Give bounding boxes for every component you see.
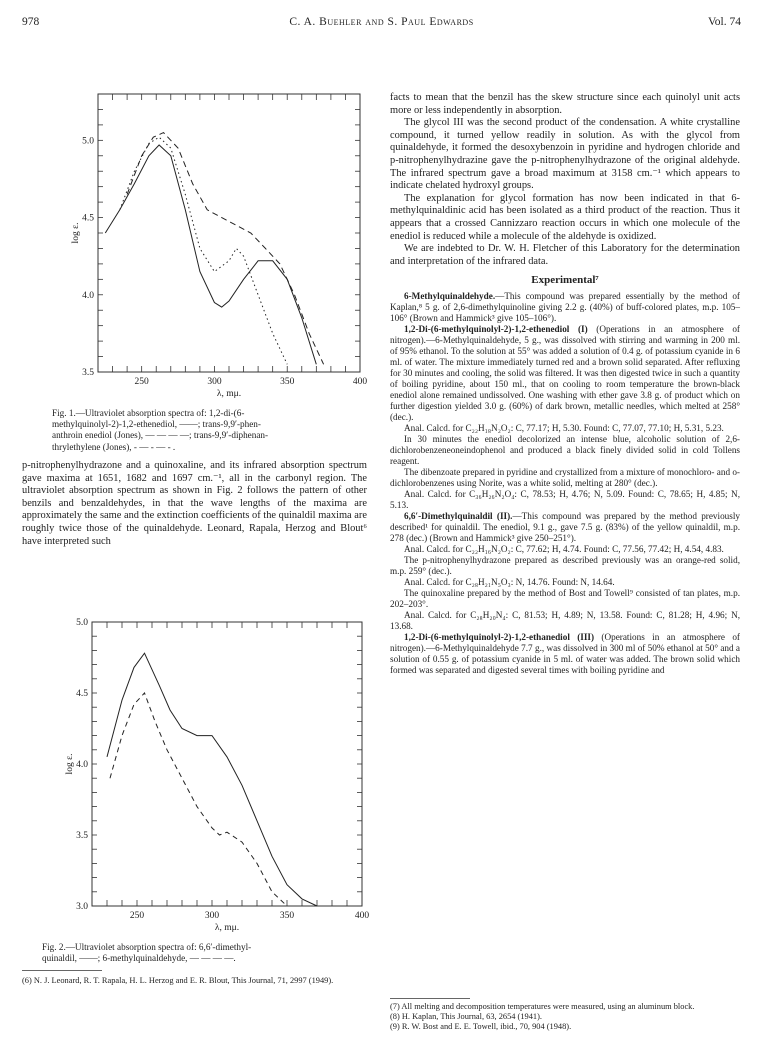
- figure-2-caption: [42, 942, 364, 964]
- paragraph-body: (Operations in an atmosphere of nitrogen).—6-Methylquinaldehyde, 5 g., was dissolved with stirring and warming in 200 ml. of 95% ethanol. To the solution at 55° was added a solution of 0.4 g. of potassium cyanide in 6 ml. of water. The mixture immediately turned red and a brown solid separated. After refluxing for 30 minutes and cooling, the solid was filtered. It was then digested twice in such a quantity of boiling pyridine, about 150 ml., that on cooling to room temperature the brown-black enediol alone remained undissolved. One washing with ether gave 3.8 g. of product which on further digestion yielded 3.0 g. (60%) of dark brown, metallic needles, which melted at 258° (dec.).: [390, 323, 740, 422]
- paragraph: facts to mean that the benzil has the skew structure since each quinolyl unit acts more or less independently in absorption.: [390, 92, 740, 116]
- series-line-2: [127, 133, 324, 365]
- experimental-paragraph: [390, 324, 740, 423]
- plot-frame: [92, 622, 362, 906]
- y-axis-label: log ε.: [71, 222, 81, 244]
- x-tick-label: 300: [204, 911, 220, 921]
- paragraph-body: —This compound was prepared essentially by the method of Kaplan,⁸ 5 g. of 2,6-dimethylquinoline giving 2.2 g. (40%) of buff-colored plates, m.p. 105–106° (Brown and Hammick³ give 105–106°).: [390, 290, 740, 323]
- series-line-1: [107, 653, 317, 906]
- footnote-8: (8) H. Kaplan, This Journal, 63, 2654 (1941).: [390, 1012, 542, 1022]
- page-header: [22, 16, 741, 32]
- analysis-line: Anal. Calcd. for C₂₂H₁₈N₂O₂: C, 77.17; H, 5.30. Found: C, 77.07, 77.10; H, 5.31, 5.23.: [404, 422, 724, 433]
- caption-line: methylquinolyl-2)-1,2-ethenediol, ——; trans-9,9′-phen-: [52, 419, 261, 430]
- caption-line: anthroin enediol (Jones), — — — —; trans-9,9′-diphenan-: [52, 430, 269, 441]
- experimental-paragraph: [390, 511, 740, 544]
- compound-title: 6,6′-Dimethylquinaldil (II).: [404, 510, 513, 521]
- caption-line: thrylethylene (Jones), - — - — - .: [52, 441, 176, 452]
- right-column-text: [390, 92, 740, 676]
- analysis-line: Anal. Calcd. for C₃₆H₂₆N₂O₄: C, 78.53; H, 4.76; N, 5.09. Found: C, 78.65; H, 4.85; N, 5.13.: [390, 488, 740, 510]
- y-tick-label: 5.0: [76, 618, 88, 628]
- x-axis-label: λ, mμ.: [214, 923, 240, 933]
- footnotes-right: [390, 1002, 740, 1033]
- paragraph: The quinoxaline prepared by the method of Bost and Towell⁹ consisted of tan plates, m.p. 202–203°.: [390, 587, 740, 609]
- analysis-line: Anal. Calcd. for C₂₈H₂₀N₄: C, 81.53; H, 4.89; N, 13.58. Found: C, 81.28; H, 4.96; N, 13.68.: [390, 609, 740, 631]
- paragraph: The explanation for glycol formation has now been indicated in that 6-methylquinaldinic acid has been isolated as a third product of the reaction. Thus it appears that a crossed Cannizzaro reaction occurs in which one molecule of the enediol is reduced while a molecule of the aldehyde is oxidized.: [390, 192, 740, 242]
- paragraph: In 30 minutes the enediol decolorized an intense blue, alcoholic solution of 2,6-dichlorobenzeneoneindophenol and produced a black finely divided solid in cold Tollens reagent.: [390, 433, 740, 466]
- x-tick-label: 350: [280, 377, 295, 387]
- y-tick-label: 4.0: [82, 290, 94, 301]
- y-tick-label: 4.5: [76, 689, 88, 699]
- caption-line: Fig. 1.—Ultraviolet absorption spectra of: 1,2-di-(6-: [52, 408, 245, 418]
- volume-label: Vol. 74: [707, 16, 741, 28]
- figure-2-chart: [22, 614, 370, 940]
- paragraph: The dibenzoate prepared in pyridine and crystallized from a mixture of monochloro- and o-dichlorobenzenes using Norite, was a white solid, melting at 280° (dec.).: [390, 466, 740, 488]
- x-tick-label: 300: [207, 377, 222, 387]
- footnote-7: (7) All melting and decomposition temperatures were measured, using an aluminum block.: [390, 1002, 695, 1011]
- figure-1-chart: [22, 88, 367, 406]
- compound-title: 1,2-Di-(6-methylquinolyl-2)-1,2-ethanediol (III): [404, 631, 595, 642]
- footnote-rule: [22, 970, 102, 971]
- paragraph: The p-nitrophenylhydrazone prepared as described previously was an orange-red solid, m.p. 259° (dec.).: [390, 554, 740, 576]
- series-line-1: [105, 145, 316, 364]
- paragraph: The glycol III was the second product of the condensation. A white crystalline compound, it turned yellow readily in solution. As with the glycol from quinaldehyde, it formed the desoxybenzoin in pyridine and hydrogen chloride and p-nitrophenylhydrazine gave the p-nitrophenylhydrazone of the original aldehyde. The infrared spectrum gave a broad maximum at 3158 cm.⁻¹ which appears to indicate chelated hydroxyl groups.: [390, 117, 740, 192]
- compound-title: 1,2-Di-(6-methylquinolyl-2)-1,2-ethenediol (I): [404, 323, 588, 334]
- experimental-paragraph: [390, 291, 740, 324]
- page-number: 978: [22, 16, 40, 28]
- footnote-9: (9) R. W. Bost and E. E. Towell, ibid., 70, 904 (1948).: [390, 1022, 572, 1032]
- x-tick-label: 400: [352, 377, 368, 387]
- footnote-rule: [390, 998, 470, 999]
- y-tick-label: 5.0: [82, 136, 94, 147]
- y-tick-label: 3.0: [76, 902, 88, 912]
- experimental-paragraph: [390, 632, 740, 676]
- paragraph: p-nitrophenylhydrazone and a quinoxaline, and its infrared absorption spectrum gave maxima at 1651, 1682 and 1697 cm.⁻¹, all in the carbonyl region. The ultraviolet absorption spectrum as shown in Fig. 2 follows the pattern of other benzils and benzaldehydes, in that the wave lengths of the maxima are approximately the same and the extinction coefficients of the quinaldil maxima are roughly twice those of the quinaldehyde. Leonard, Rapala, Herzog and Blout⁶ have interpreted such: [22, 460, 367, 547]
- section-heading: Experimental⁷: [531, 274, 599, 287]
- footnote-6: (6) N. J. Leonard, R. T. Rapala, H. L. Herzog and E. R. Blout, This Journal, 71, 2997 (1949).: [22, 976, 334, 985]
- paragraph: We are indebted to Dr. W. H. Fletcher of this Laboratory for the determination and interpretation of the infrared data.: [390, 243, 740, 267]
- analysis-line: Anal. Calcd. for C₂₂H₁₆N₂O₂: C, 77.62; H, 4.74. Found: C, 77.56, 77.42; H, 4.54, 4.83.: [404, 543, 724, 554]
- series-line-2: [110, 693, 287, 906]
- compound-title: 6-Methylquinaldehyde.: [404, 290, 496, 301]
- x-axis-label: λ, mμ.: [216, 389, 242, 399]
- y-tick-label: 4.5: [82, 213, 94, 224]
- series-line-3: [120, 137, 287, 364]
- plot-frame: [98, 94, 360, 372]
- x-tick-label: 250: [129, 911, 145, 921]
- paragraph-body: (Operations in an atmosphere of nitrogen).—6-Methylquinaldehyde 7.7 g., was dissolved in 300 ml of 50% ethanol at 50° and a solution of 0.55 g. of potassium cyanide in 5 ml. of water was added. The brown solid which formed was separated and digested several times with boiling pyridine and: [390, 631, 740, 675]
- running-title: C. A. Buehler and S. Paul Edwards: [289, 16, 474, 28]
- paragraph-body: —This compound was prepared by the method previously described¹ for quinaldil. The enediol, 9.1 g., gave 7.5 g. (83%) of the yellow quinaldil, m.p. 278 (dec.) (Brown and Hammick³ give 250–251°).: [390, 510, 740, 543]
- y-tick-label: 3.5: [82, 368, 94, 378]
- left-column-text: [22, 460, 367, 548]
- figure-1-caption: [52, 408, 364, 453]
- y-axis-label: log ε.: [65, 753, 75, 775]
- caption-line: quinaldil, ——; 6-methylquinaldehyde, — — — —.: [42, 953, 236, 964]
- y-tick-label: 4.0: [76, 760, 88, 770]
- x-tick-label: 350: [279, 911, 295, 921]
- y-tick-label: 3.5: [76, 831, 88, 841]
- x-tick-label: 400: [354, 911, 370, 921]
- caption-line: Fig. 2.—Ultraviolet absorption spectra of: 6,6′-dimethyl-: [42, 942, 252, 952]
- x-tick-label: 250: [134, 377, 149, 387]
- analysis-line: Anal. Calcd. for C₂₈H₂₁N₅O₃: N, 14.76. Found: N, 14.64.: [404, 576, 615, 587]
